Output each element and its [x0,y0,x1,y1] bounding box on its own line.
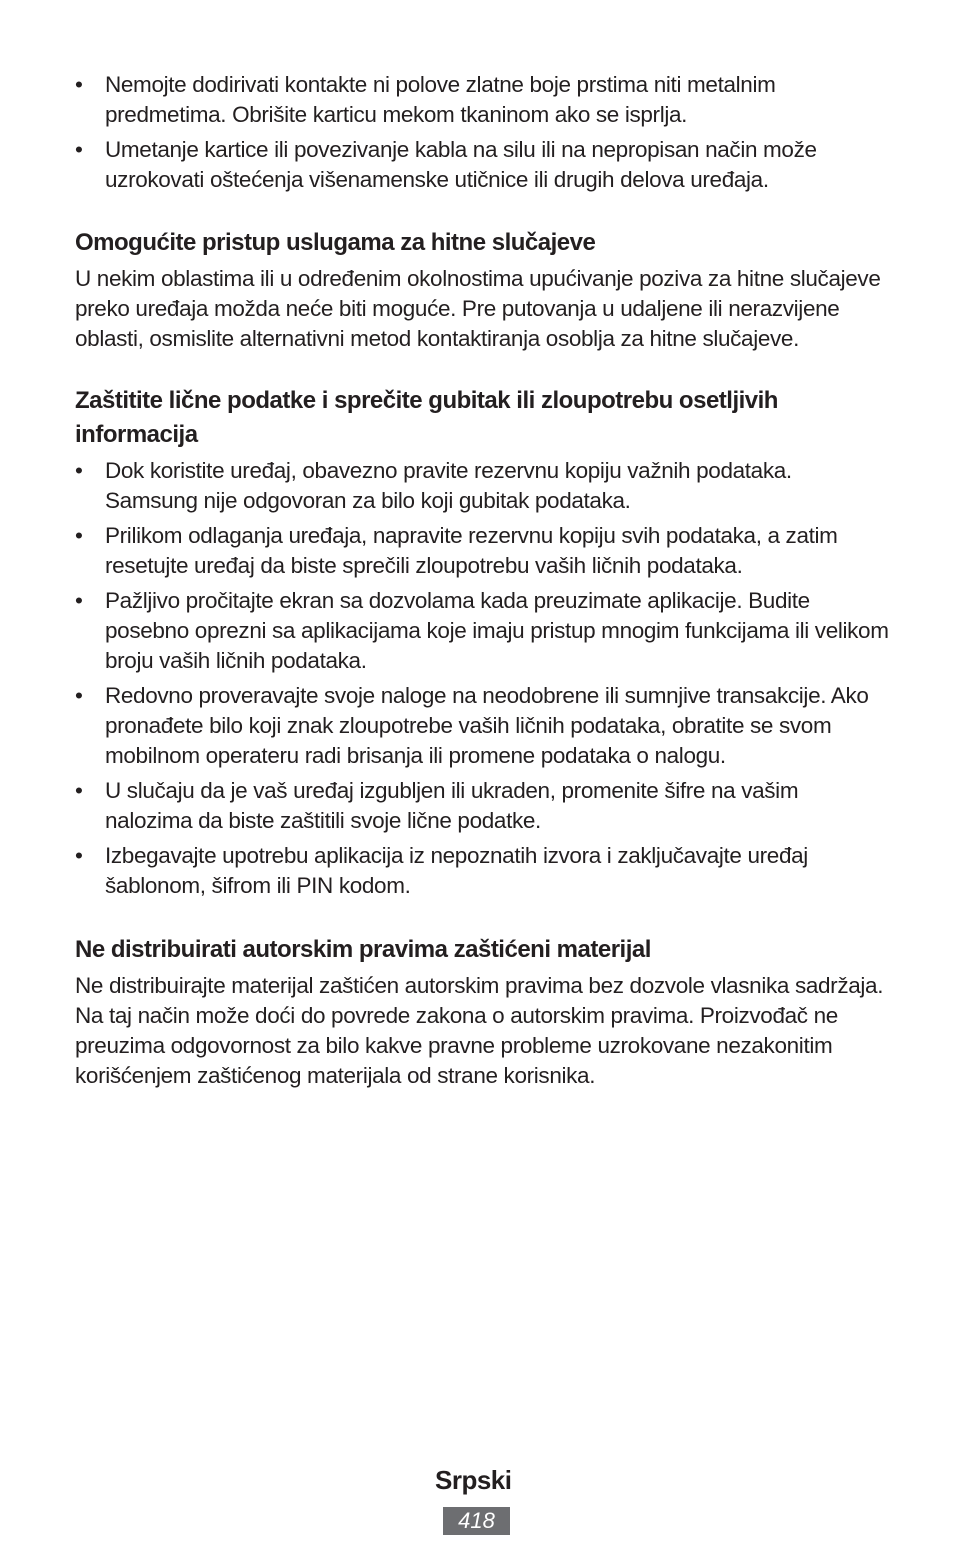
page-number-badge: 418 [443,1507,510,1535]
list-item [75,681,890,771]
section-heading-copyright: Ne distribuirati autorskim pravima zaštićeni materijal [75,936,651,963]
privacy-bullet-list [75,456,890,901]
list-item [75,521,890,581]
bullet-icon: • [75,778,83,803]
bullet-icon: • [75,72,83,97]
section-copyright [75,933,890,1091]
section-heading-privacy: Zaštitite lične podatke i sprečite gubitak ili zloupotrebu osetljivih informacija [75,387,778,448]
list-item-text: Redovno proveravajte svoje naloge na neodobrene ili sumnjive transakcije. Ako pronađete bilo koji znak zloupotrebe vaših ličnih podataka, obratite se svom mobilnom operateru radi brisanja ili promene podataka o nalogu. [105,683,869,768]
list-item-text: Umetanje kartice ili povezivanje kabla na silu ili na nepropisan način može uzrokovati oštećenja višenamenske utičnice ili drugih delova uređaja. [105,137,817,192]
list-item-text: U slučaju da je vaš uređaj izgubljen ili ukraden, promenite šifre na vašim nalozima da biste zaštitili svoje lične podatke. [105,778,799,833]
section-emergency [75,226,890,354]
list-item-text: Izbegavajte upotrebu aplikacija iz nepoznatih izvora i zaključavajte uređaj šablonom, šifrom ili PIN kodom. [105,843,808,898]
list-item [75,586,890,676]
list-item [75,70,890,130]
bullet-icon: • [75,588,83,613]
section-privacy [75,384,890,901]
list-item-text: Dok koristite uređaj, obavezno pravite rezervnu kopiju važnih podataka. Samsung nije odgovoran za bilo koji gubitak podataka. [105,458,792,513]
list-item [75,776,890,836]
section-body-emergency: U nekim oblastima ili u određenim okolnostima upućivanje poziva za hitne slučajeve preko uređaja možda neće biti moguće. Pre putovanja u udaljene ili nerazvijene oblasti, osmislite alternativni metod kontaktiranja osoblja za hitne slučajeve. [75,266,881,351]
list-item [75,135,890,195]
bullet-icon: • [75,523,83,548]
bullet-icon: • [75,683,83,708]
list-item-text: Nemojte dodirivati kontakte ni polove zlatne boje prstima niti metalnim predmetima. Obrišite karticu mekom tkaninom ako se isprlja. [105,72,776,127]
bullet-icon: • [75,458,83,483]
bullet-icon: • [75,137,83,162]
language-label: Srpski [435,1465,512,1495]
intro-bullet-list [75,70,890,195]
list-item-text: Pažljivo pročitajte ekran sa dozvolama kada preuzimate aplikacije. Budite posebno oprezni sa aplikacijama koje imaju pristup mnogim funkcijama ili velikom broju vaših ličnih podataka. [105,588,889,673]
list-item [75,841,890,901]
list-item [75,456,890,516]
section-heading-emergency: Omogućite pristup uslugama za hitne slučajeve [75,229,596,256]
list-item-text: Prilikom odlaganja uređaja, napravite rezervnu kopiju svih podataka, a zatim resetujte uređaj da biste sprečili zloupotrebu vaših ličnih podataka. [105,523,838,578]
bullet-icon: • [75,843,83,868]
section-body-copyright: Ne distribuirajte materijal zaštićen autorskim pravima bez dozvole vlasnika sadržaja. Na taj način može doći do povrede zakona o autorskim pravima. Proizvođač ne preuzima odgovornost za bilo kakve pravne probleme uzrokovane nezakonitim korišćenjem zaštićenog materijala od strane korisnika. [75,973,884,1088]
page-content [75,70,890,1091]
